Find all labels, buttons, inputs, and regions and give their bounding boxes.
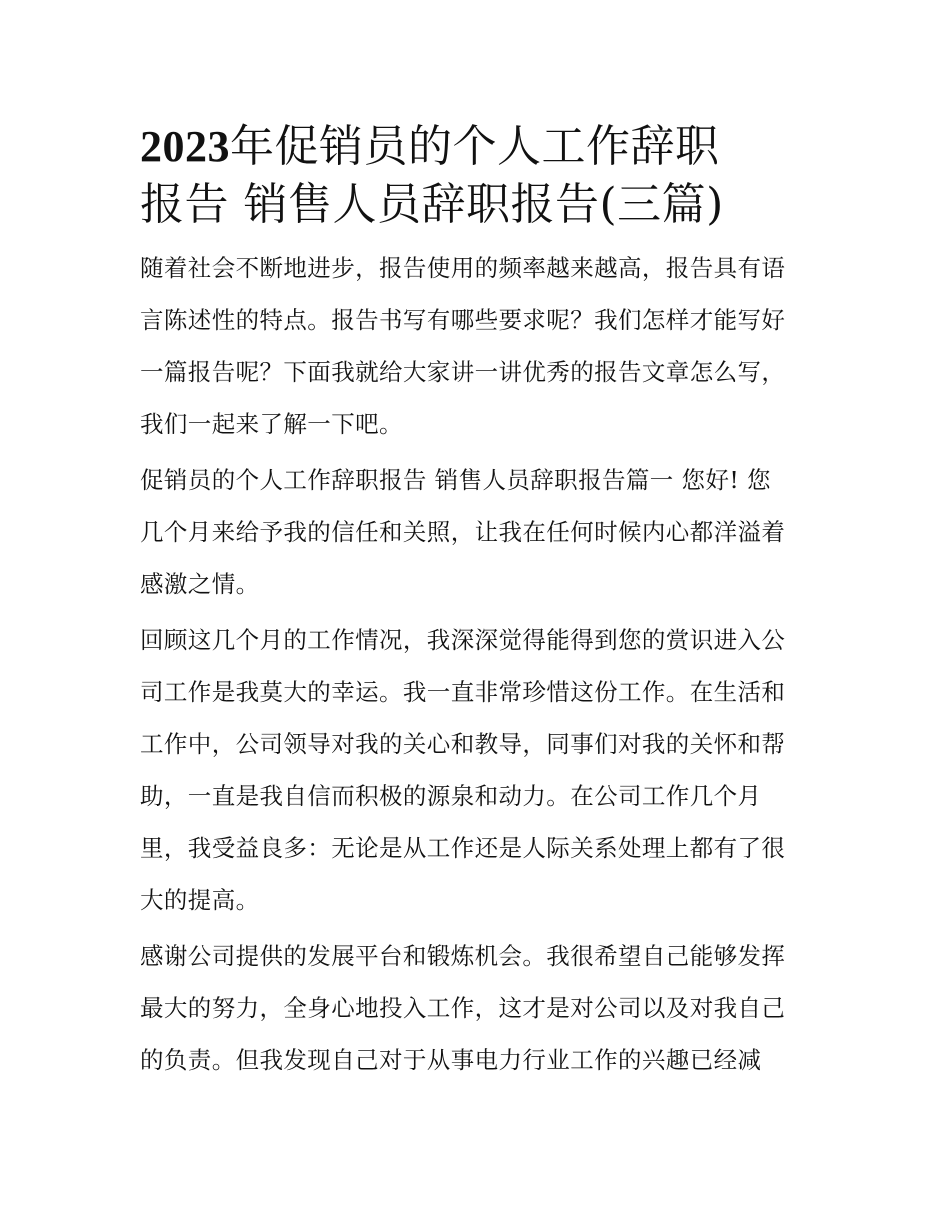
paragraph-line: 一篇报告呢？下面我就给大家讲一讲优秀的报告文章怎么写， (140, 358, 786, 386)
body-paragraph-2 (140, 614, 812, 926)
paragraph-line: 随着社会不断地进步，报告使用的频率越来越高，报告具有语 (140, 254, 786, 282)
body-paragraph-3 (140, 930, 812, 1086)
document-page (140, 118, 812, 1090)
title-year: 2023 (140, 122, 230, 171)
title-line-1-text: 年促销员的个人工作辞职 (230, 121, 720, 172)
paragraph-line: 司工作是我莫大的幸运。我一直非常珍惜这份工作。在生活和 (140, 678, 786, 706)
paragraph-line: 助，一直是我自信而积极的源泉和动力。在公司工作几个月 (140, 782, 762, 810)
paragraph-line: 最大的努力，全身心地投入工作，这才是对公司以及对我自己 (140, 994, 786, 1022)
intro-paragraph (140, 242, 812, 450)
paragraph-line: 我们一起来了解一下吧。 (140, 410, 403, 438)
paragraph-line: 工作中，公司领导对我的关心和教导，同事们对我的关怀和帮 (140, 730, 786, 758)
title-line-2: 报告 销售人员辞职报告(三篇) (140, 179, 724, 230)
paragraph-line: 几个月来给予我的信任和关照，让我在任何时候内心都洋溢着 (140, 518, 786, 546)
paragraph-line: 里，我受益良多：无论是从工作还是人际关系处理上都有了很 (140, 834, 786, 862)
paragraph-line: 回顾这几个月的工作情况，我深深觉得能得到您的赏识进入公 (140, 626, 786, 654)
document-title (140, 118, 812, 234)
paragraph-line: 促销员的个人工作辞职报告 销售人员辞职报告篇一 您好! 您 (140, 466, 771, 494)
body-paragraph-1 (140, 454, 812, 610)
paragraph-line: 感谢公司提供的发展平台和锻炼机会。我很希望自己能够发挥 (140, 942, 786, 970)
paragraph-line: 大的提高。 (140, 886, 260, 914)
paragraph-line: 言陈述性的特点。报告书写有哪些要求呢？我们怎样才能写好 (140, 306, 786, 334)
title-line-1 (140, 118, 812, 176)
paragraph-line: 感激之情。 (140, 570, 260, 598)
paragraph-line: 的负责。但我发现自己对于从事电力行业工作的兴趣已经减 (140, 1046, 762, 1074)
